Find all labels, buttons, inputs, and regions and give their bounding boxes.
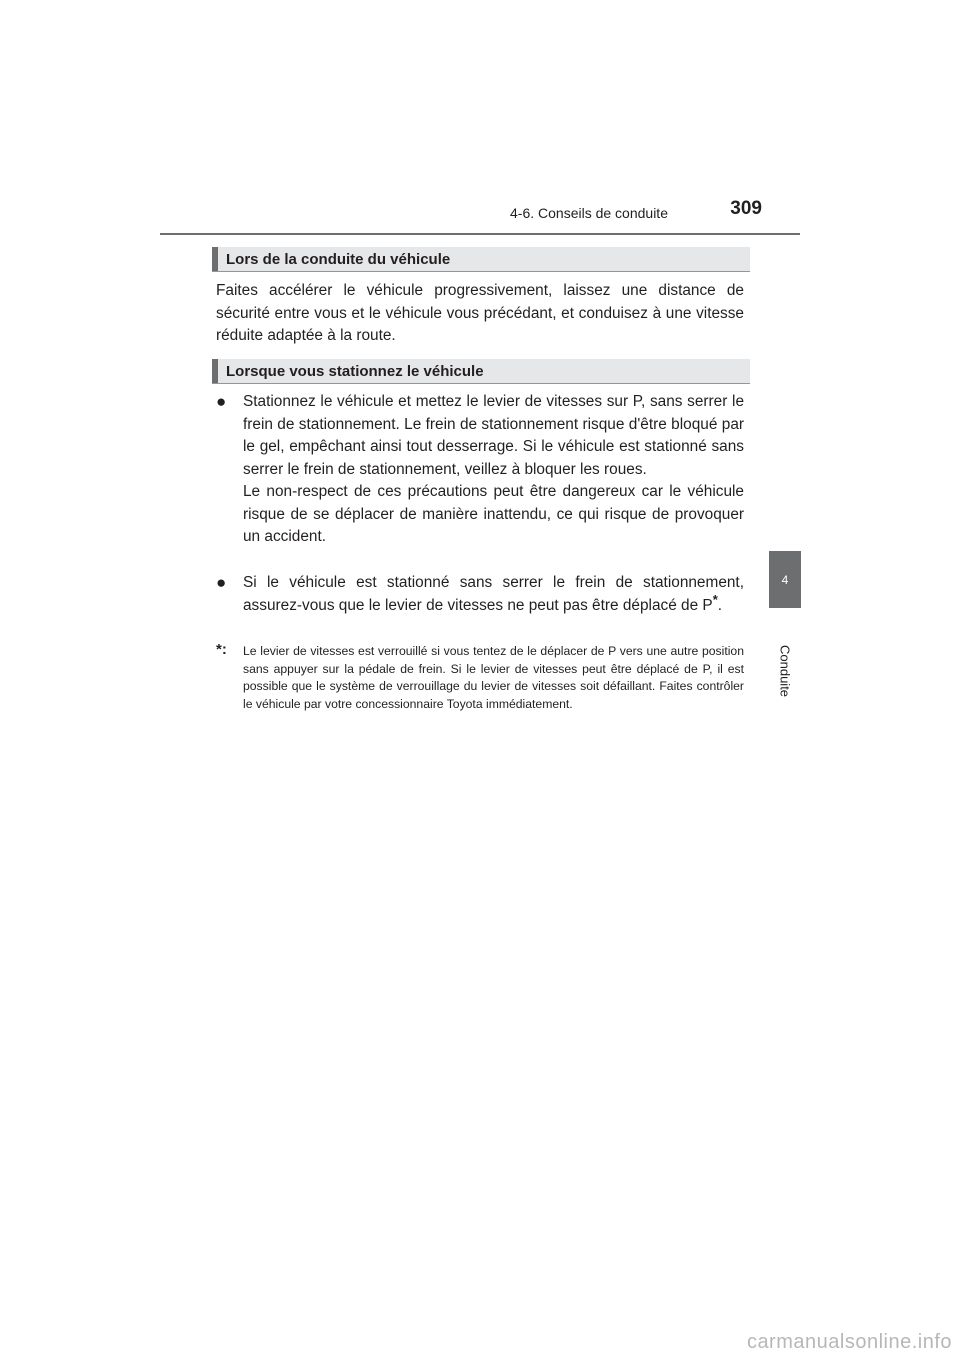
- driving-paragraph: Faites accélérer le véhicule progressivement, laissez une distance de sécurité entre vous et le véhicule vous précédant, et conduisez à une vitesse réduite adaptée à la route.: [216, 282, 744, 344]
- bullet-paragraph: Si le véhicule est stationné sans serrer le frein de stationnement, assurez-vous que le levier de vitesses ne peut pas être déplacé de P: [243, 574, 744, 614]
- header-section-title: 4-6. Conseils de conduite: [510, 205, 668, 221]
- bullet-text: [243, 572, 744, 617]
- bullet-end: .: [717, 596, 723, 614]
- footnote-text: Le levier de vitesses est verrouillé si vous tentez de le déplacer de P vers une autre position sans appuyer sur la pédale de frein. Si le levier de vitesses peut être déplacé de P, il est possible que le système de verrouillage du levier de vitesses soit défaillant. Faites contrôler le véhicule par votre concessionnaire Toyota immédiatement.: [243, 644, 744, 711]
- section-heading-driving: [212, 247, 750, 272]
- footnote-mark: *:: [216, 641, 227, 658]
- header-divider: [160, 233, 800, 235]
- chapter-label: Conduite: [777, 645, 793, 698]
- footnote-reference: *: [712, 591, 718, 607]
- bullet-icon: ●: [216, 392, 227, 411]
- section-heading-title: Lorsque vous stationnez le véhicule: [226, 362, 484, 380]
- list-item: [216, 572, 744, 617]
- chapter-tab: [769, 551, 801, 608]
- watermark: carmanualsonline.info: [746, 1331, 952, 1353]
- bullet-paragraph-warning: Le non-respect de ces précautions peut être dangereux car le véhicule risque de se déplacer de manière inattendu, ce qui risque de provoquer un accident.: [243, 483, 744, 545]
- section-heading-parking: [212, 359, 750, 384]
- bullet-icon: ●: [216, 573, 227, 592]
- bullet-text: [243, 391, 744, 549]
- section-heading-title: Lors de la conduite du véhicule: [226, 250, 451, 268]
- page-number: 309: [730, 198, 762, 219]
- list-item: [216, 391, 744, 549]
- footnote: [216, 643, 744, 713]
- bullet-paragraph: Stationnez le véhicule et mettez le levier de vitesses sur P, sans serrer le frein de stationnement. Le frein de stationnement risque d'être bloqué par le gel, empêchant ainsi tout desserrage. Si le véhicule est stationné sans serrer le frein de stationnement, veillez à bloquer les roues.: [243, 393, 744, 478]
- chapter-number: 4: [781, 572, 789, 587]
